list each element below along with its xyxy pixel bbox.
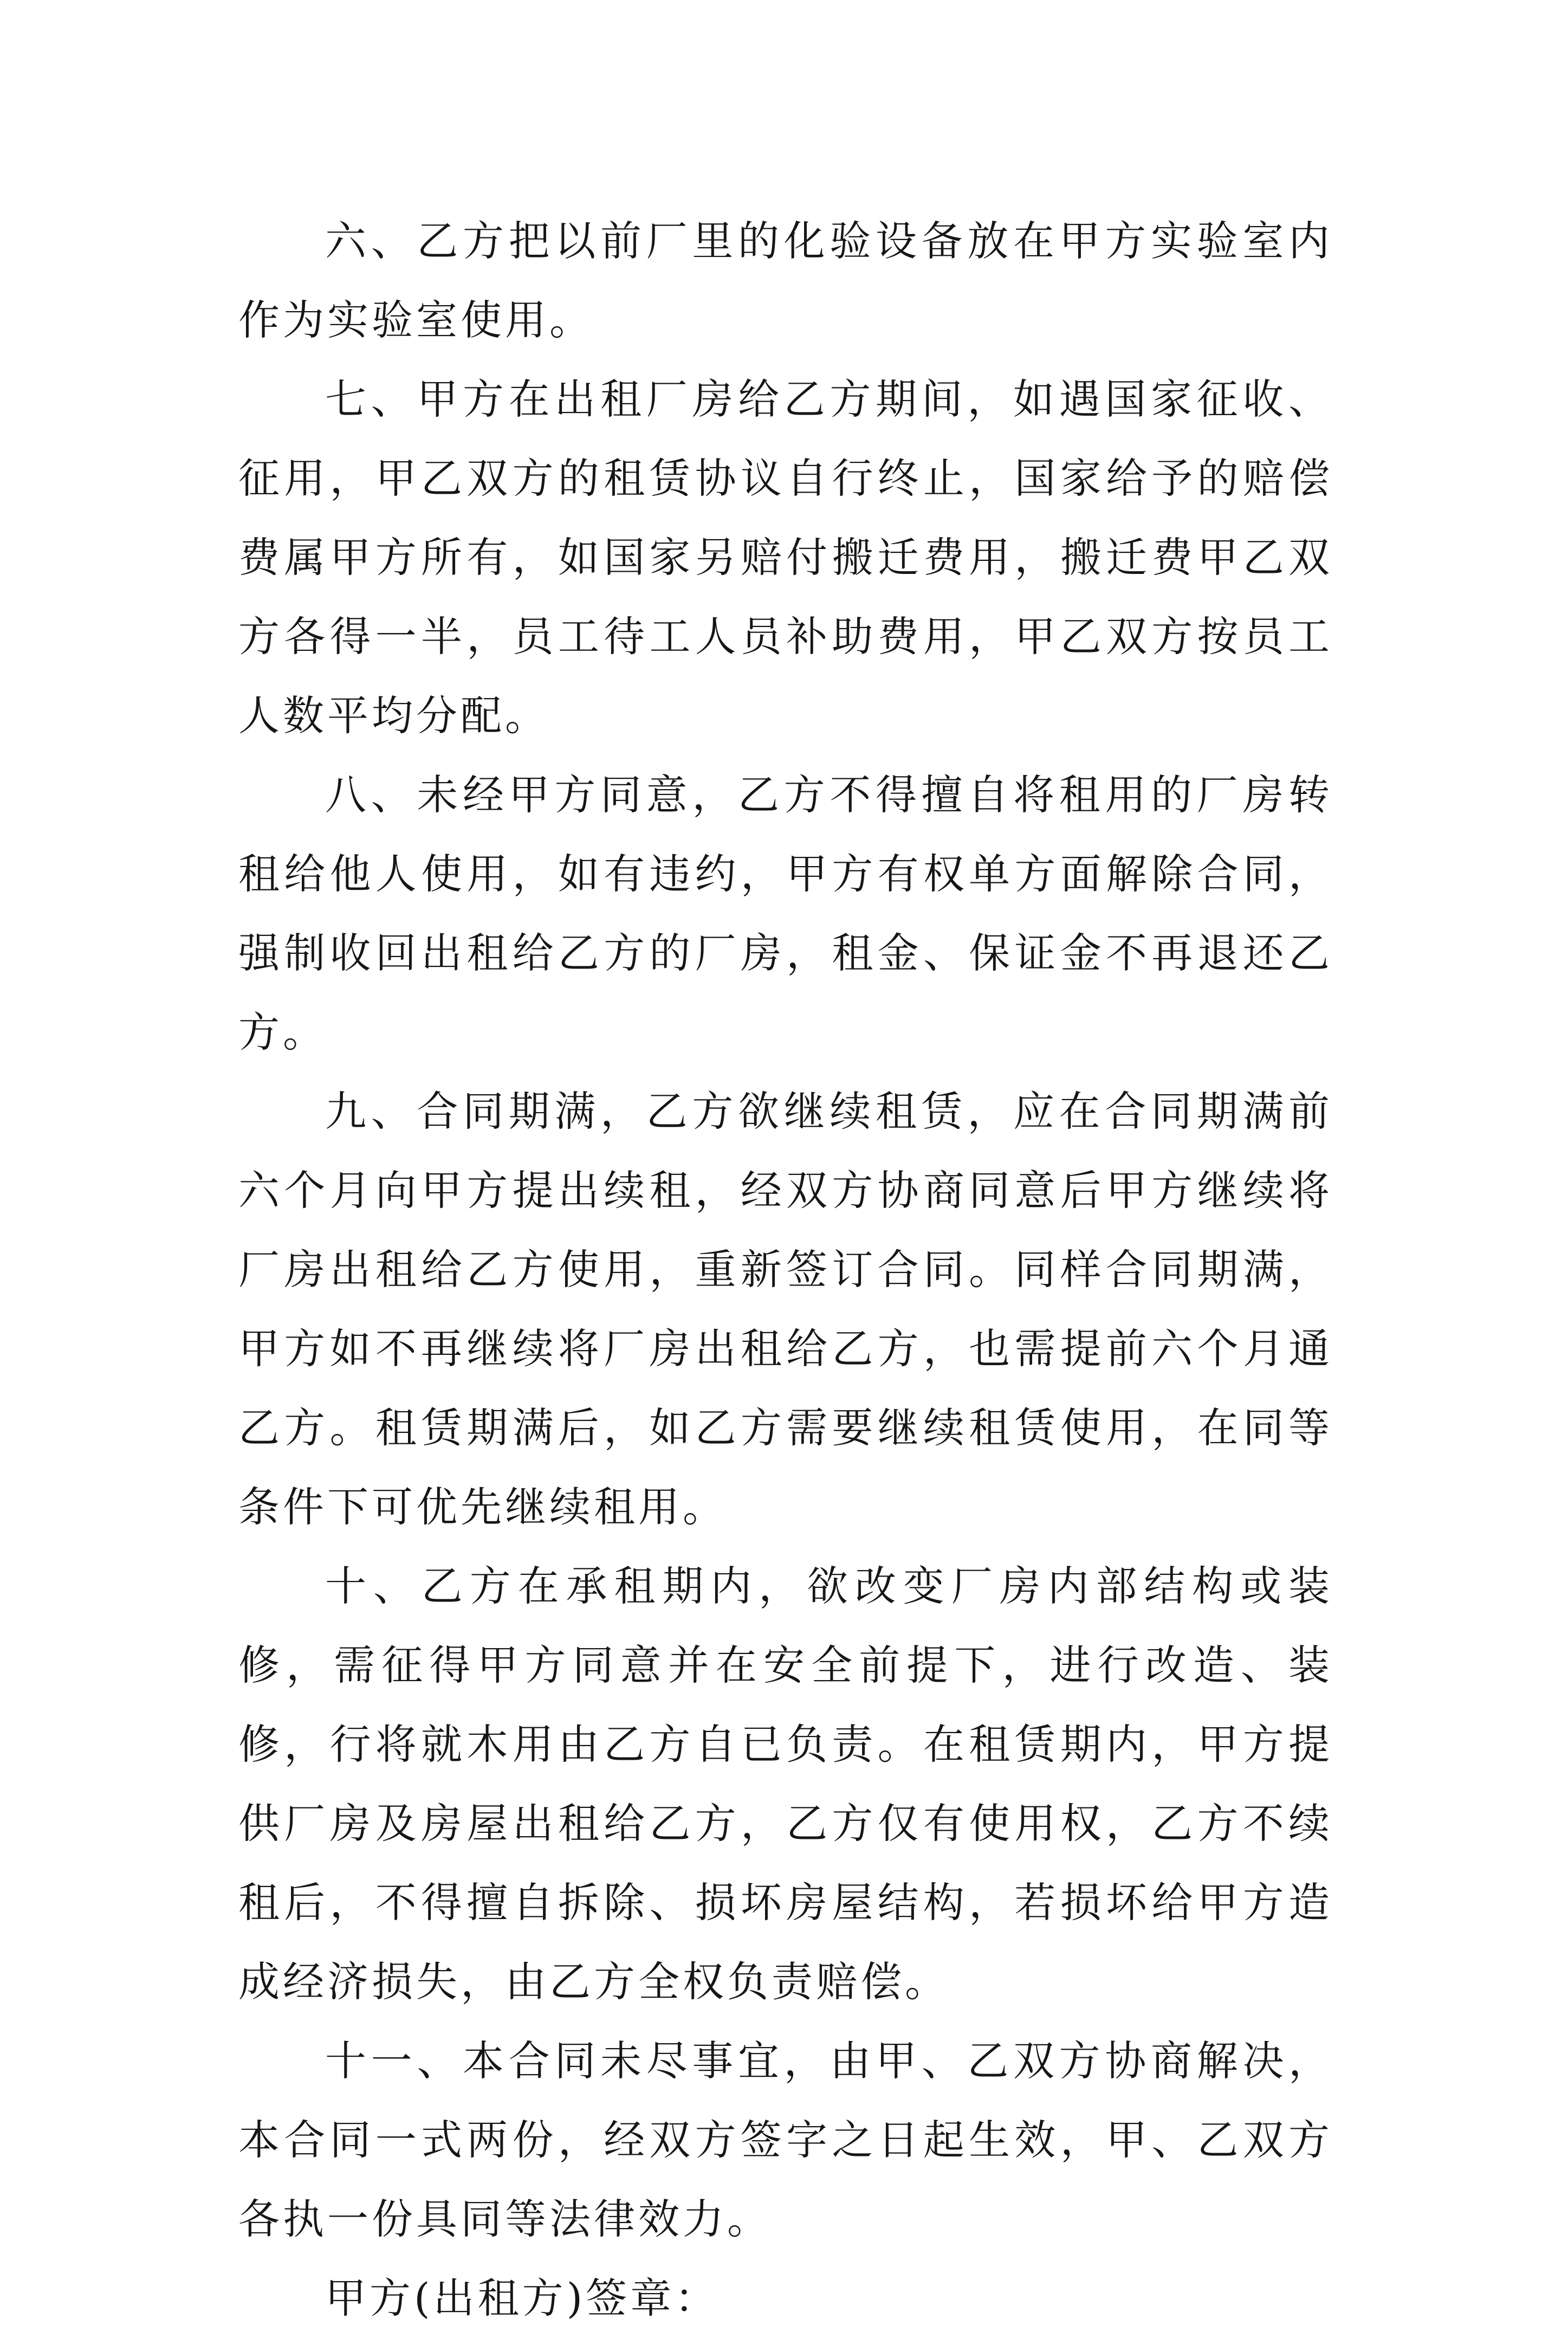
clause-11: 十一、本合同未尽事宜，由甲、乙双方协商解决，本合同一式两份，经双方签字之日起生效，甲、乙双方各执一份具同等法律效力。: [238, 2037, 1333, 2243]
clause-7: 七、甲方在出租厂房给乙方期间，如遇国家征收、征用，甲乙双方的租赁协议自行终止，国家给予的赔偿费属甲方所有，如国家另赔付搬迁费用，搬迁费甲乙双方各得一半，员工待工人员补助费用，甲乙双方按员工人数平均分配。: [238, 375, 1333, 740]
clause-8: 八、未经甲方同意，乙方不得擅自将租用的厂房转租给他人使用，如有违约，甲方有权单方面解除合同，强制收回出租给乙方的厂房，租金、保证金不再退还乙方。: [238, 771, 1333, 1056]
clause-6: 六、乙方把以前厂里的化验设备放在甲方实验室内作为实验室使用。: [238, 217, 1333, 344]
clause-9: 九、合同期满，乙方欲继续租赁，应在合同期满前六个月向甲方提出续租，经双方协商同意后甲方继续将厂房出租给乙方使用，重新签订合同。同样合同期满，甲方如不再继续将厂房出租给乙方，也需提前六个月通乙方。租赁期满后，如乙方需要继续租赁使用，在同等条件下可优先继续租用。: [238, 1087, 1333, 1531]
document-body: [238, 202, 1333, 2338]
clause-10: 十、乙方在承租期内，欲改变厂房内部结构或装修，需征得甲方同意并在安全前提下，进行改造、装修，行将就木用由乙方自已负责。在租赁期内，甲方提供厂房及房屋出租给乙方，乙方仅有使用权，乙方不续租后，不得擅自拆除、损坏房屋结构，若损坏给甲方造成经济损失，由乙方全权负责赔偿。: [238, 1562, 1333, 2006]
party-a-signature-line: 甲方(出租方)签章：: [325, 2274, 720, 2322]
